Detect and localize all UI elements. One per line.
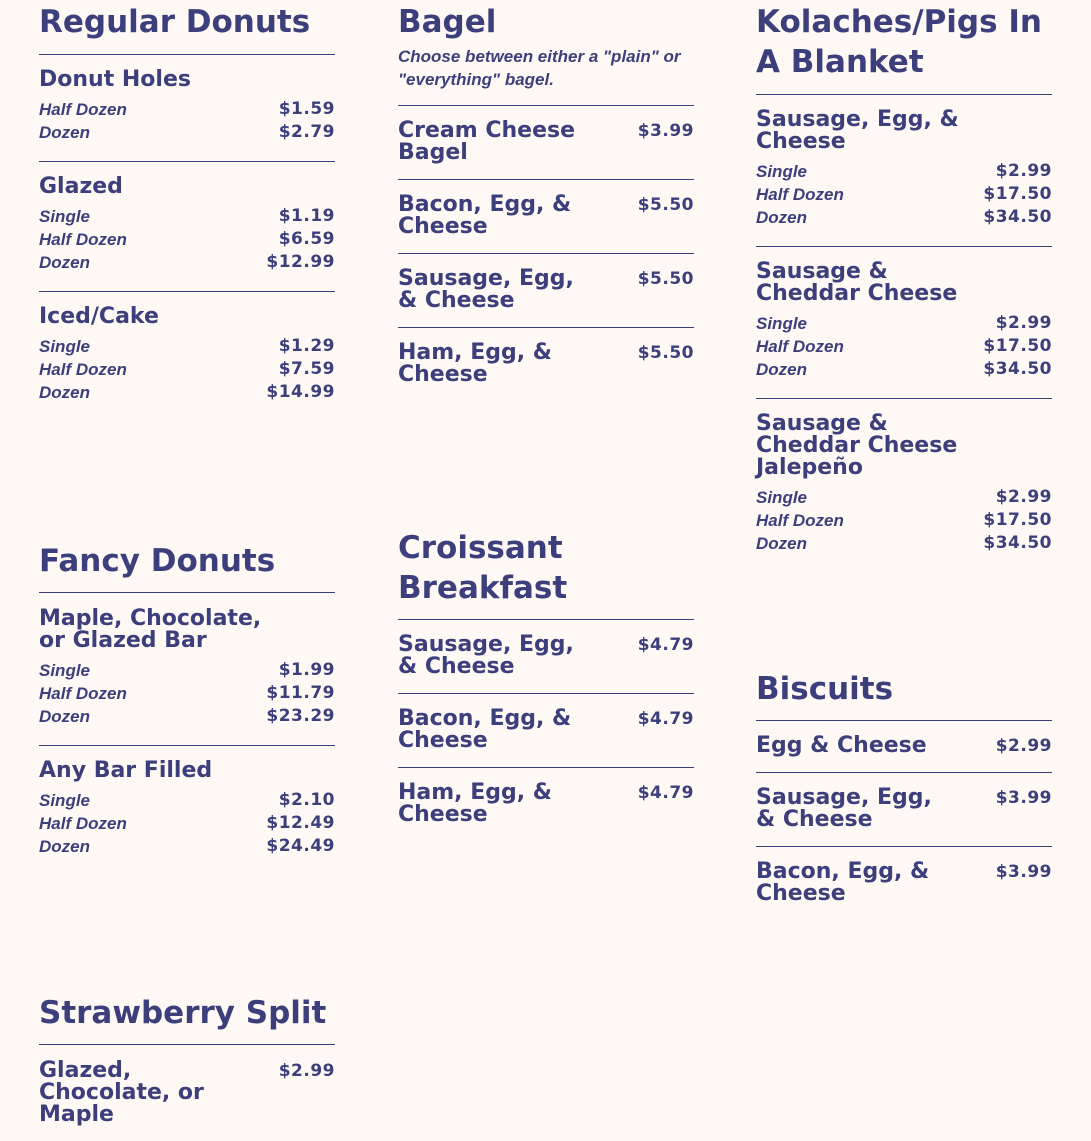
option-label: Dozen [39,253,90,272]
item-price: $5.50 [637,195,694,215]
item-name: Glazed, Chocolate, or Maple [39,1058,204,1127]
option-row [39,835,335,858]
item-name: Sausage, Egg, & Cheese [398,266,574,313]
menu-group [39,746,335,881]
option-label: Dozen [756,534,807,553]
option-label: Half Dozen [756,185,844,204]
option-label: Dozen [39,383,90,402]
option-price: $24.49 [266,836,335,856]
option-price: $12.49 [266,813,335,833]
option-price: $1.99 [278,660,335,680]
option-row [39,705,335,728]
option-row [756,206,1052,229]
section-title: Regular Donuts [39,4,311,40]
option-price: $17.50 [983,510,1052,530]
option-price: $2.99 [995,313,1052,333]
option-row [39,381,335,404]
item-price: $4.79 [637,709,694,729]
option-price: $11.79 [266,683,335,703]
section-biscuits [756,669,1052,920]
option-price: $1.59 [278,99,335,119]
option-price: $1.29 [278,336,335,356]
option-price: $23.29 [266,706,335,726]
menu-group [39,593,335,746]
item-price: $4.79 [637,635,694,655]
option-price: $2.79 [278,122,335,142]
menu-item [398,180,694,254]
menu-item [756,847,1052,920]
option-label: Dozen [39,707,90,726]
menu-item [398,620,694,694]
option-label: Half Dozen [39,684,127,703]
section-title: Bagel [398,4,497,40]
option-label: Half Dozen [39,100,127,119]
option-row [39,251,335,274]
group-name: Sausage, Egg, & Cheese [756,107,959,154]
section-title: Croissant Breakfast [398,530,568,606]
group-name: Sausage & Cheddar Cheese [756,259,958,306]
option-row [39,358,335,381]
option-row [756,486,1052,509]
option-row [756,358,1052,381]
item-price: $5.50 [637,269,694,289]
item-price: $4.79 [637,783,694,803]
option-row [756,160,1052,183]
option-label: Dozen [756,360,807,379]
option-row [756,312,1052,335]
menu-group [756,399,1052,578]
option-label: Half Dozen [756,337,844,356]
menu-item [398,328,694,401]
option-price: $6.59 [278,229,335,249]
option-row [39,789,335,812]
option-row [39,812,335,835]
option-label: Single [756,314,808,333]
menu-item [398,254,694,328]
group-name: Iced/Cake [39,304,159,329]
menu-group [39,162,335,292]
option-row [39,205,335,228]
option-row [39,98,335,121]
group-name: Sausage & Cheddar Cheese Jalepeño [756,411,958,480]
item-name: Sausage, Egg, & Cheese [756,785,932,832]
section-kolaches [756,2,1052,578]
section-title: Kolaches/Pigs In A Blanket [756,4,1042,80]
option-price: $17.50 [983,336,1052,356]
menu-item [756,773,1052,847]
option-row [39,659,335,682]
option-label: Single [39,791,91,810]
menu-group [39,55,335,162]
item-name: Sausage, Egg, & Cheese [398,632,574,679]
option-label: Half Dozen [39,230,127,249]
option-label: Single [39,207,91,226]
menu-item [398,694,694,768]
option-label: Dozen [756,208,807,227]
item-name: Cream Cheese Bagel [398,118,576,165]
option-label: Dozen [39,123,90,142]
option-price: $12.99 [266,252,335,272]
item-name: Ham, Egg, & Cheese [398,340,552,387]
item-price: $2.99 [278,1061,335,1081]
item-name: Bacon, Egg, & Cheese [398,706,572,753]
option-label: Dozen [39,837,90,856]
section-title: Strawberry Split [39,995,327,1031]
option-row [756,509,1052,532]
option-row [756,183,1052,206]
menu-item [398,106,694,180]
option-label: Half Dozen [39,814,127,833]
option-price: $17.50 [983,184,1052,204]
option-label: Single [39,661,91,680]
group-name: Donut Holes [39,67,191,92]
option-label: Half Dozen [756,511,844,530]
section-description: Choose between either a "plain" or "everything" bagel. [398,47,681,89]
option-label: Single [756,162,808,181]
group-name: Any Bar Filled [39,758,213,783]
option-price: $1.19 [278,206,335,226]
option-row [756,532,1052,555]
option-row [39,228,335,251]
section-bagel [398,2,694,401]
section-title: Fancy Donuts [39,543,276,579]
item-name: Ham, Egg, & Cheese [398,780,552,827]
menu-group [39,292,335,427]
option-label: Single [756,488,808,507]
option-price: $7.59 [278,359,335,379]
item-name: Bacon, Egg, & Cheese [756,859,930,906]
option-label: Single [39,337,91,356]
item-name: Bacon, Egg, & Cheese [398,192,572,239]
item-name: Egg & Cheese [756,733,927,758]
option-price: $34.50 [983,359,1052,379]
item-price: $3.99 [995,862,1052,882]
group-name: Glazed [39,174,123,199]
item-price: $3.99 [995,788,1052,808]
section-regular-donuts [39,2,335,427]
menu-group [756,247,1052,399]
item-price: $2.99 [995,736,1052,756]
option-price: $14.99 [266,382,335,402]
menu-item [39,1045,335,1141]
menu-group [756,95,1052,247]
option-row [39,121,335,144]
option-label: Half Dozen [39,360,127,379]
option-row [756,335,1052,358]
section-fancy-donuts [39,541,335,881]
option-price: $34.50 [983,533,1052,553]
option-row [39,682,335,705]
section-croissant-breakfast [398,528,694,841]
option-price: $2.99 [995,161,1052,181]
group-name: Maple, Chocolate, or Glazed Bar [39,606,262,653]
option-price: $34.50 [983,207,1052,227]
item-price: $3.99 [637,121,694,141]
section-title: Biscuits [756,671,894,707]
item-price: $5.50 [637,343,694,363]
option-price: $2.10 [278,790,335,810]
menu-item [398,768,694,841]
menu-item [756,721,1052,773]
option-price: $2.99 [995,487,1052,507]
option-row [39,335,335,358]
